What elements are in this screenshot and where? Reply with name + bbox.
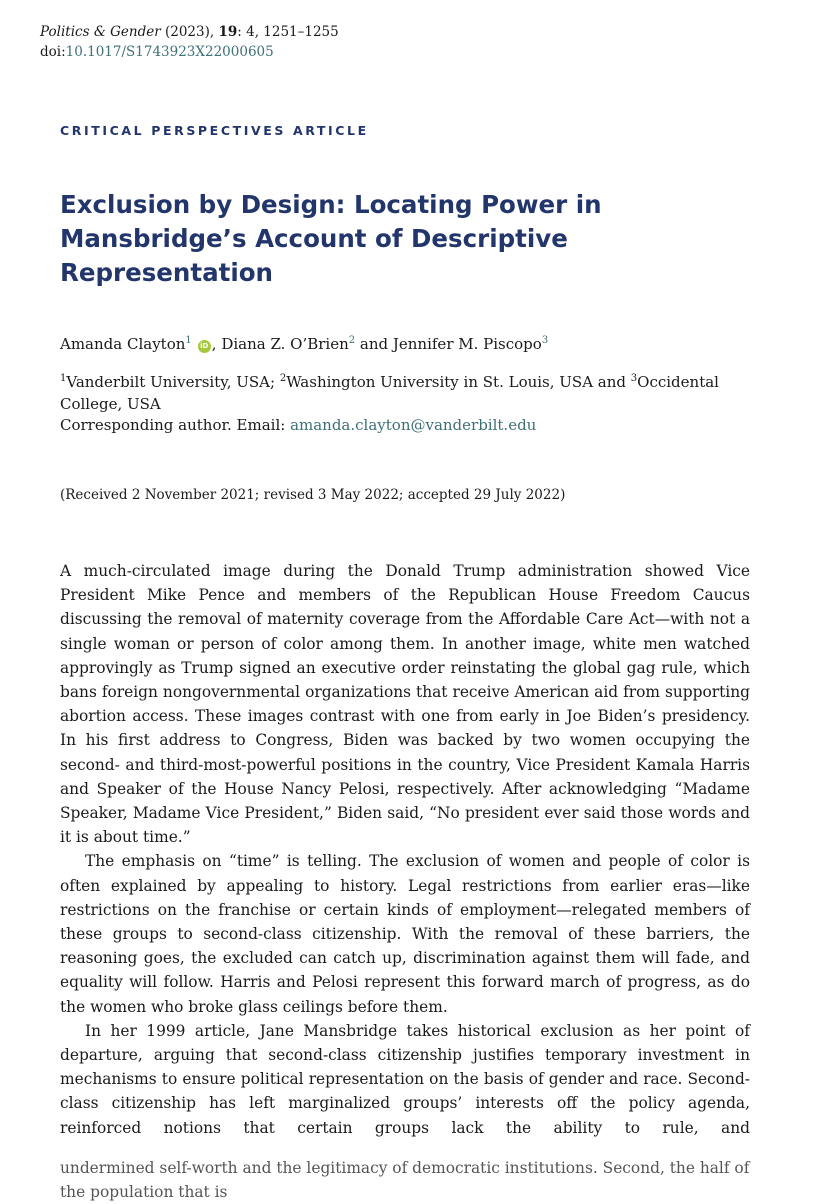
doi-line [40, 42, 339, 62]
orcid-icon[interactable]: iD [198, 340, 211, 353]
cutoff-text: undermined self-worth and the legitimacy of democratic institutions. Second, the half of the population that is [60, 1159, 750, 1201]
doi-link[interactable]: 10.1017/S1743923X22000605 [65, 44, 274, 60]
author-affil-sup: 1 [185, 335, 192, 346]
journal-issue-pages: : 4, 1251–1255 [237, 24, 339, 40]
author-name[interactable]: Amanda Clayton [60, 335, 186, 353]
affil-sup: 3 [630, 373, 638, 384]
affiliation-line [60, 372, 750, 415]
doi-label: doi: [40, 44, 66, 60]
author-name[interactable]: Diana Z. O’Brien [221, 335, 349, 353]
journal-volume: 19 [218, 24, 238, 40]
journal-name: Politics & Gender [40, 24, 161, 40]
author-name[interactable]: Jennifer M. Piscopo [392, 335, 542, 353]
affil-sup: 1 [60, 373, 67, 384]
received-dates: (Received 2 November 2021; revised 3 May 2022; accepted 29 July 2022) [60, 487, 566, 503]
section-label: CRITICAL PERSPECTIVES ARTICLE [60, 123, 369, 138]
author-affil-sup: 2 [348, 335, 356, 346]
affil-sup: 2 [279, 373, 287, 384]
body-paragraph: A much-circulated image during the Donald Trump administration showed Vice President Mike Pence and members of the Republican House Freedom Caucus discussing the removal of maternity coverage from the Affordable Care Act—with not a single woman or person of color among them. In another image, white men watched approvingly as Trump signed an executive order reinstating the global gag rule, which bans foreign nongovernmental organizations that receive American aid from supporting abortion access. These images contrast with one from early in Joe Biden’s presidency. In his first address to Congress, Biden was backed by two women occupying the second- and third-most-powerful positions in the country, Vice President Kamala Harris and Speaker of the House Nancy Pelosi, respectively. After acknowledging “Madame Speaker, Madame Vice President,” Biden said, “No president ever said those words and it is about time.” [60, 562, 750, 847]
affiliation-2: Washington University in St. Louis, USA and [286, 373, 631, 391]
affiliations [60, 372, 750, 437]
author-affil-sup: 3 [541, 335, 549, 346]
cutoff-line [60, 1159, 750, 1201]
corresponding-author [60, 415, 750, 437]
article-title: Exclusion by Design: Locating Power in Mansbridge’s Account of Descriptive Representation [60, 190, 602, 287]
article-body [60, 559, 750, 1140]
author-list [60, 333, 548, 355]
corresponding-label: Corresponding author. Email: [60, 416, 291, 434]
affiliation-1: Vanderbilt University, USA; [66, 373, 280, 391]
author-separator: , [211, 335, 222, 353]
email-link[interactable]: amanda.clayton@vanderbilt.edu [290, 416, 537, 434]
body-paragraph: The emphasis on “time” is telling. The exclusion of women and people of color is often explained by appealing to history. Legal restrictions from earlier eras—like restrictions on the franchise or certain kinds of employment—relegated members of these groups to second-class citizenship. With the removal of these barriers, the reasoning goes, the excluded can catch up, discrimination against them will fade, and equality will follow. Harris and Pelosi represent this forward march of progress, as do the women who broke glass ceilings before them. [60, 852, 750, 1016]
affiliation-3: Occidental College, USA [60, 373, 719, 413]
citation-line [40, 22, 339, 42]
journal-meta [40, 22, 339, 62]
author-separator: and [355, 335, 393, 353]
journal-year: (2023), [164, 24, 215, 40]
body-paragraph: In her 1999 article, Jane Mansbridge takes historical exclusion as her point of departure, arguing that second-class citizenship justifies temporary investment in mechanisms to ensure political representation on the basis of gender and race. Second-class citizenship has left marginalized groups’ interests off the policy agenda, reinforced notions that certain groups lack the ability to rule, and [60, 1021, 750, 1137]
